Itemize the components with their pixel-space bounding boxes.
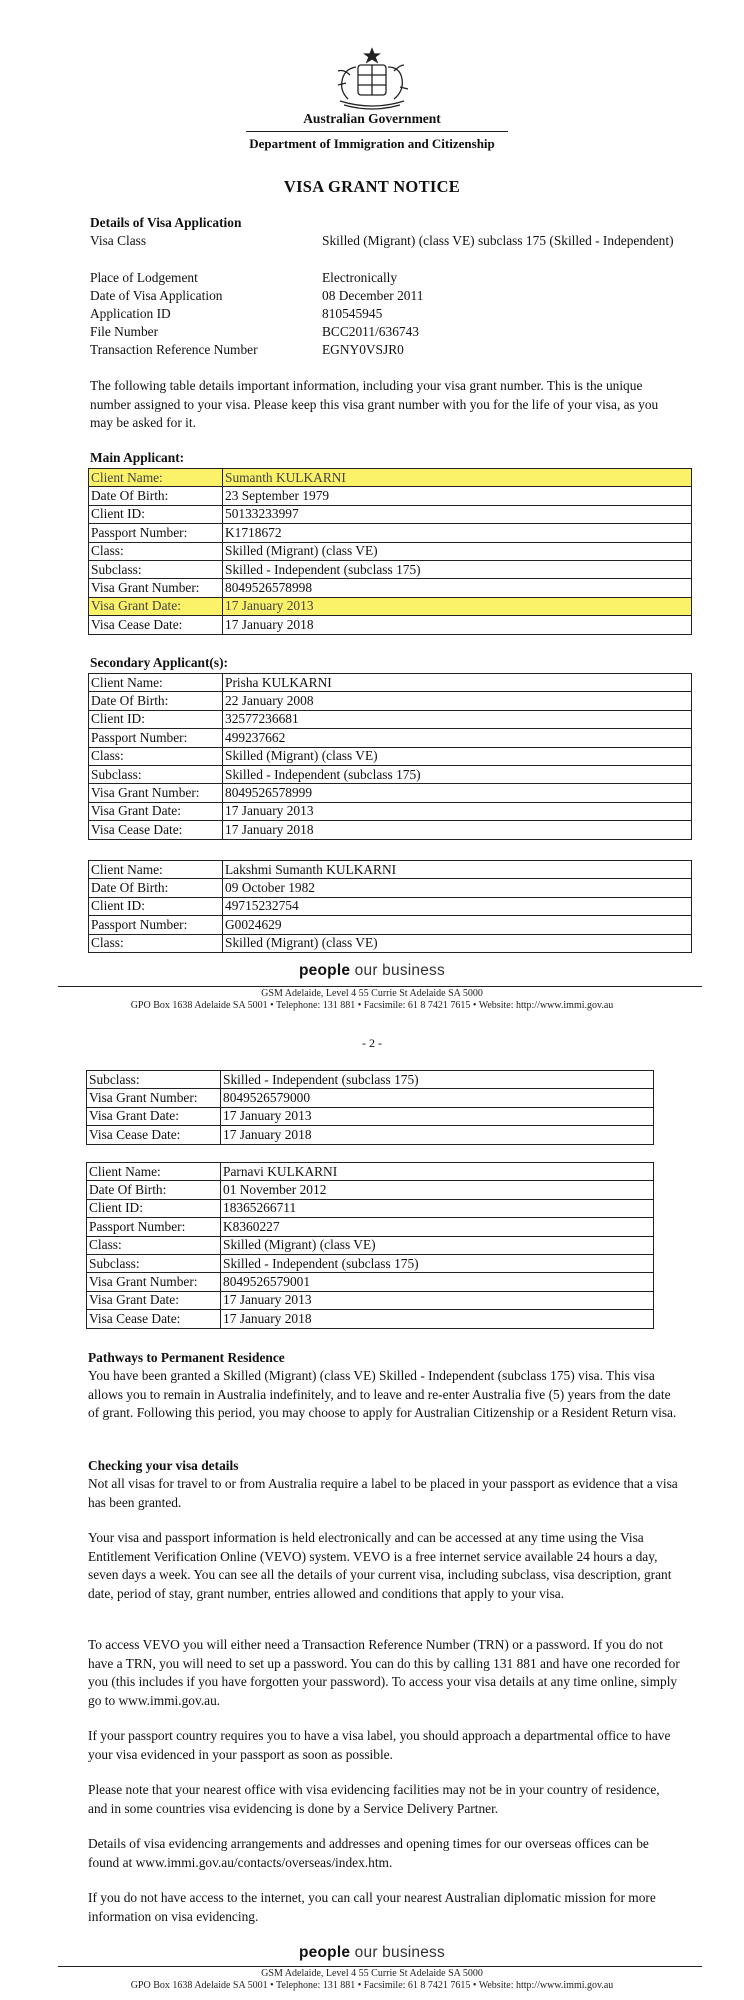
row-value: 22 January 2008 xyxy=(223,692,692,710)
detail-label: File Number xyxy=(90,324,159,339)
secondary-applicant-table xyxy=(88,673,692,840)
row-label: Passport Number: xyxy=(87,1218,221,1236)
page-number: - 2 - xyxy=(362,1036,382,1050)
row-label: Client Name: xyxy=(89,674,223,692)
row-value: Skilled (Migrant) (class VE) xyxy=(221,1236,654,1254)
table-row xyxy=(89,560,692,578)
table-row xyxy=(89,934,692,952)
row-label: Subclass: xyxy=(89,560,223,578)
row-value: 8049526579000 xyxy=(221,1089,654,1107)
detail-label: Date of Visa Application xyxy=(90,288,223,303)
checking-paragraph-2: Your visa and passport information is held electronically and can be accessed at any time using the Visa Entitlement Verification Online (VEVO) system. VEVO is a free internet service available 24 hours a day, seven days a week. You can see all the details of your current visa, including subclass, visa description, grant date, period of stay, grant number, entries allowed and conditions that apply to your visa. xyxy=(88,1530,672,1601)
row-label: Visa Grant Number: xyxy=(87,1089,221,1107)
table-row xyxy=(87,1310,654,1328)
table-row xyxy=(87,1163,654,1181)
main-applicant-table xyxy=(88,468,692,635)
footer-address-line1: GSM Adelaide, Level 4 55 Currie St Adelaide SA 5000 xyxy=(261,1968,483,1979)
row-value: 17 January 2013 xyxy=(221,1107,654,1125)
table-row xyxy=(89,616,692,634)
table-row xyxy=(87,1107,654,1125)
row-label: Visa Grant Date: xyxy=(89,802,223,820)
row-label: Passport Number: xyxy=(89,916,223,934)
slogan-rest: our business xyxy=(350,962,445,979)
slogan-rest: our business xyxy=(350,1944,445,1961)
footer-divider xyxy=(58,986,702,987)
detail-value: Skilled (Migrant) (class VE) subclass 175 (Skilled - Independent) xyxy=(322,233,674,248)
row-label: Visa Grant Number: xyxy=(87,1273,221,1291)
row-label: Visa Cease Date: xyxy=(87,1126,221,1144)
row-label: Visa Cease Date: xyxy=(87,1310,221,1328)
row-label: Subclass: xyxy=(89,765,223,783)
table-row xyxy=(89,916,692,934)
slogan-bold: people xyxy=(299,962,351,979)
row-value: Skilled - Independent (subclass 175) xyxy=(221,1071,654,1089)
detail-value: 08 December 2011 xyxy=(322,288,424,303)
row-value: 17 January 2013 xyxy=(223,802,692,820)
main-applicant-heading: Main Applicant: xyxy=(90,450,185,465)
table-row xyxy=(89,487,692,505)
row-value: Skilled - Independent (subclass 175) xyxy=(221,1254,654,1272)
table-row xyxy=(89,579,692,597)
table-row xyxy=(89,802,692,820)
row-value: Skilled - Independent (subclass 175) xyxy=(223,560,692,578)
table-row xyxy=(87,1126,654,1144)
table-row xyxy=(87,1199,654,1217)
row-value: K8360227 xyxy=(221,1218,654,1236)
row-label: Client ID: xyxy=(89,505,223,523)
table-row xyxy=(89,861,692,879)
slogan xyxy=(0,1944,744,1962)
row-value: 17 January 2018 xyxy=(223,821,692,839)
table-row xyxy=(89,710,692,728)
row-label: Client ID: xyxy=(89,710,223,728)
detail-label: Application ID xyxy=(90,306,171,321)
table-row xyxy=(89,879,692,897)
row-label: Client ID: xyxy=(87,1199,221,1217)
row-value: 50133233997 xyxy=(223,505,692,523)
row-value: 49715232754 xyxy=(223,897,692,915)
secondary-applicant-table xyxy=(88,860,692,953)
row-value: Sumanth KULKARNI xyxy=(223,469,692,487)
details-heading: Details of Visa Application xyxy=(90,215,242,230)
row-label: Visa Grant Number: xyxy=(89,784,223,802)
secondary-applicant-table xyxy=(86,1162,654,1329)
row-value: Skilled (Migrant) (class VE) xyxy=(223,542,692,560)
row-label: Class: xyxy=(89,934,223,952)
checking-paragraph-3: To access VEVO you will either need a Transaction Reference Number (TRN) or a password. If you do not have a TRN, you will need to set up a password. You can do this by calling 131 881 and have one recorded for you (this includes if you have forgotten your password). To access your visa details at any time online, simply go to www.immi.gov.au. xyxy=(88,1637,680,1708)
checking-paragraph-1: Not all visas for travel to or from Australia require a label to be placed in your passport as evidence that a visa has been granted. xyxy=(88,1476,678,1510)
row-value: 17 January 2018 xyxy=(221,1310,654,1328)
detail-value: EGNY0VSJR0 xyxy=(322,342,404,357)
detail-label: Visa Class xyxy=(90,233,147,248)
row-label: Class: xyxy=(89,542,223,560)
table-row xyxy=(87,1071,654,1089)
table-row xyxy=(89,821,692,839)
footer-address-line2: GPO Box 1638 Adelaide SA 5001 • Telephone: 131 881 • Facsimile: 61 8 7421 7615 • Website: http://www.immi.gov.au xyxy=(130,1980,614,1991)
row-value: 8049526578999 xyxy=(223,784,692,802)
table-row xyxy=(89,597,692,615)
row-value: 09 October 1982 xyxy=(223,879,692,897)
row-label: Subclass: xyxy=(87,1254,221,1272)
row-label: Subclass: xyxy=(87,1071,221,1089)
slogan xyxy=(0,962,744,980)
row-label: Passport Number: xyxy=(89,729,223,747)
row-label: Date Of Birth: xyxy=(89,879,223,897)
row-label: Visa Grant Date: xyxy=(87,1107,221,1125)
table-row xyxy=(87,1273,654,1291)
detail-label: Place of Lodgement xyxy=(90,270,198,285)
row-value: 8049526578998 xyxy=(223,579,692,597)
row-value: 8049526579001 xyxy=(221,1273,654,1291)
table-row xyxy=(87,1181,654,1199)
table-row xyxy=(87,1254,654,1272)
footer-divider xyxy=(58,1966,702,1967)
row-label: Client Name: xyxy=(89,861,223,879)
table-row xyxy=(89,524,692,542)
row-value: Prisha KULKARNI xyxy=(223,674,692,692)
row-value: 18365266711 xyxy=(221,1199,654,1217)
table-row xyxy=(89,747,692,765)
detail-value: Electronically xyxy=(322,270,398,285)
header-divider xyxy=(246,131,508,132)
row-value: 499237662 xyxy=(223,729,692,747)
table-row xyxy=(89,692,692,710)
government-name: Australian Government xyxy=(303,111,441,126)
detail-label: Transaction Reference Number xyxy=(90,342,258,357)
checking-paragraph-5: Please note that your nearest office with visa evidencing facilities may not be in your country of residence, and in some countries visa evidencing is done by a Service Delivery Partner. xyxy=(88,1782,660,1816)
row-label: Client ID: xyxy=(89,897,223,915)
table-row xyxy=(87,1218,654,1236)
table-row xyxy=(89,784,692,802)
row-value: 17 January 2013 xyxy=(221,1291,654,1309)
secondary-applicant-table-continued xyxy=(86,1070,654,1145)
row-value: 32577236681 xyxy=(223,710,692,728)
row-label: Date Of Birth: xyxy=(87,1181,221,1199)
row-value: 17 January 2013 xyxy=(223,597,692,615)
table-row xyxy=(89,729,692,747)
row-label: Date Of Birth: xyxy=(89,692,223,710)
row-label: Passport Number: xyxy=(89,524,223,542)
checking-heading: Checking your visa details xyxy=(88,1458,239,1473)
secondary-applicants-heading: Secondary Applicant(s): xyxy=(90,655,229,670)
table-row xyxy=(89,897,692,915)
row-label: Visa Grant Number: xyxy=(89,579,223,597)
pathways-heading: Pathways to Permanent Residence xyxy=(88,1350,285,1365)
table-row xyxy=(89,542,692,560)
department-name: Department of Immigration and Citizenship xyxy=(249,136,495,151)
row-value: Parnavi KULKARNI xyxy=(221,1163,654,1181)
checking-paragraph-6: Details of visa evidencing arrangements and addresses and opening times for our overseas offices can be found at www.immi.gov.au/contacts/overseas/index.htm. xyxy=(88,1836,649,1870)
checking-paragraph-4: If your passport country requires you to have a visa label, you should approach a departmental office to have your visa evidenced in your passport as soon as possible. xyxy=(88,1728,671,1762)
row-value: K1718672 xyxy=(223,524,692,542)
pathways-paragraph: You have been granted a Skilled (Migrant) (class VE) Skilled - Independent (subclass 175) visa. This visa allows you to remain in Australia indefinitely, and to leave and re-enter Australia five (5) years from the date of grant. Following this period, you may choose to apply for Australian Citizenship or a Resident Return visa. xyxy=(88,1368,677,1420)
footer-address-line2: GPO Box 1638 Adelaide SA 5001 • Telephone: 131 881 • Facsimile: 61 8 7421 7615 • Website: http://www.immi.gov.au xyxy=(130,1000,614,1011)
row-value: 17 January 2018 xyxy=(221,1126,654,1144)
footer-address-line1: GSM Adelaide, Level 4 55 Currie St Adelaide SA 5000 xyxy=(261,988,483,999)
table-row xyxy=(89,674,692,692)
detail-value: 810545945 xyxy=(322,306,383,321)
table-row xyxy=(89,505,692,523)
table-row xyxy=(87,1291,654,1309)
row-label: Date Of Birth: xyxy=(89,487,223,505)
page-title: VISA GRANT NOTICE xyxy=(283,177,461,196)
row-label: Visa Grant Date: xyxy=(89,597,223,615)
checking-paragraph-7: If you do not have access to the internet, you can call your nearest Australian diplomatic mission for more information on visa evidencing. xyxy=(88,1890,656,1924)
row-label: Class: xyxy=(87,1236,221,1254)
table-row xyxy=(87,1236,654,1254)
row-value: Skilled - Independent (subclass 175) xyxy=(223,765,692,783)
row-label: Client Name: xyxy=(87,1163,221,1181)
coat-of-arms-icon xyxy=(330,47,414,113)
row-label: Client Name: xyxy=(89,469,223,487)
slogan-bold: people xyxy=(299,1944,351,1961)
row-label: Class: xyxy=(89,747,223,765)
row-label: Visa Grant Date: xyxy=(87,1291,221,1309)
row-value: 17 January 2018 xyxy=(223,616,692,634)
row-value: Skilled (Migrant) (class VE) xyxy=(223,934,692,952)
intro-paragraph: The following table details important information, including your visa grant number. This is the unique number assigned to your visa. Please keep this visa grant number with you for the life of your visa, as you may be asked for it. xyxy=(90,378,659,430)
row-value: 01 November 2012 xyxy=(221,1181,654,1199)
row-value: 23 September 1979 xyxy=(223,487,692,505)
table-row xyxy=(87,1089,654,1107)
table-row xyxy=(89,765,692,783)
table-row xyxy=(89,469,692,487)
row-value: G0024629 xyxy=(223,916,692,934)
row-label: Visa Cease Date: xyxy=(89,616,223,634)
detail-value: BCC2011/636743 xyxy=(322,324,419,339)
row-value: Lakshmi Sumanth KULKARNI xyxy=(223,861,692,879)
row-value: Skilled (Migrant) (class VE) xyxy=(223,747,692,765)
row-label: Visa Cease Date: xyxy=(89,821,223,839)
